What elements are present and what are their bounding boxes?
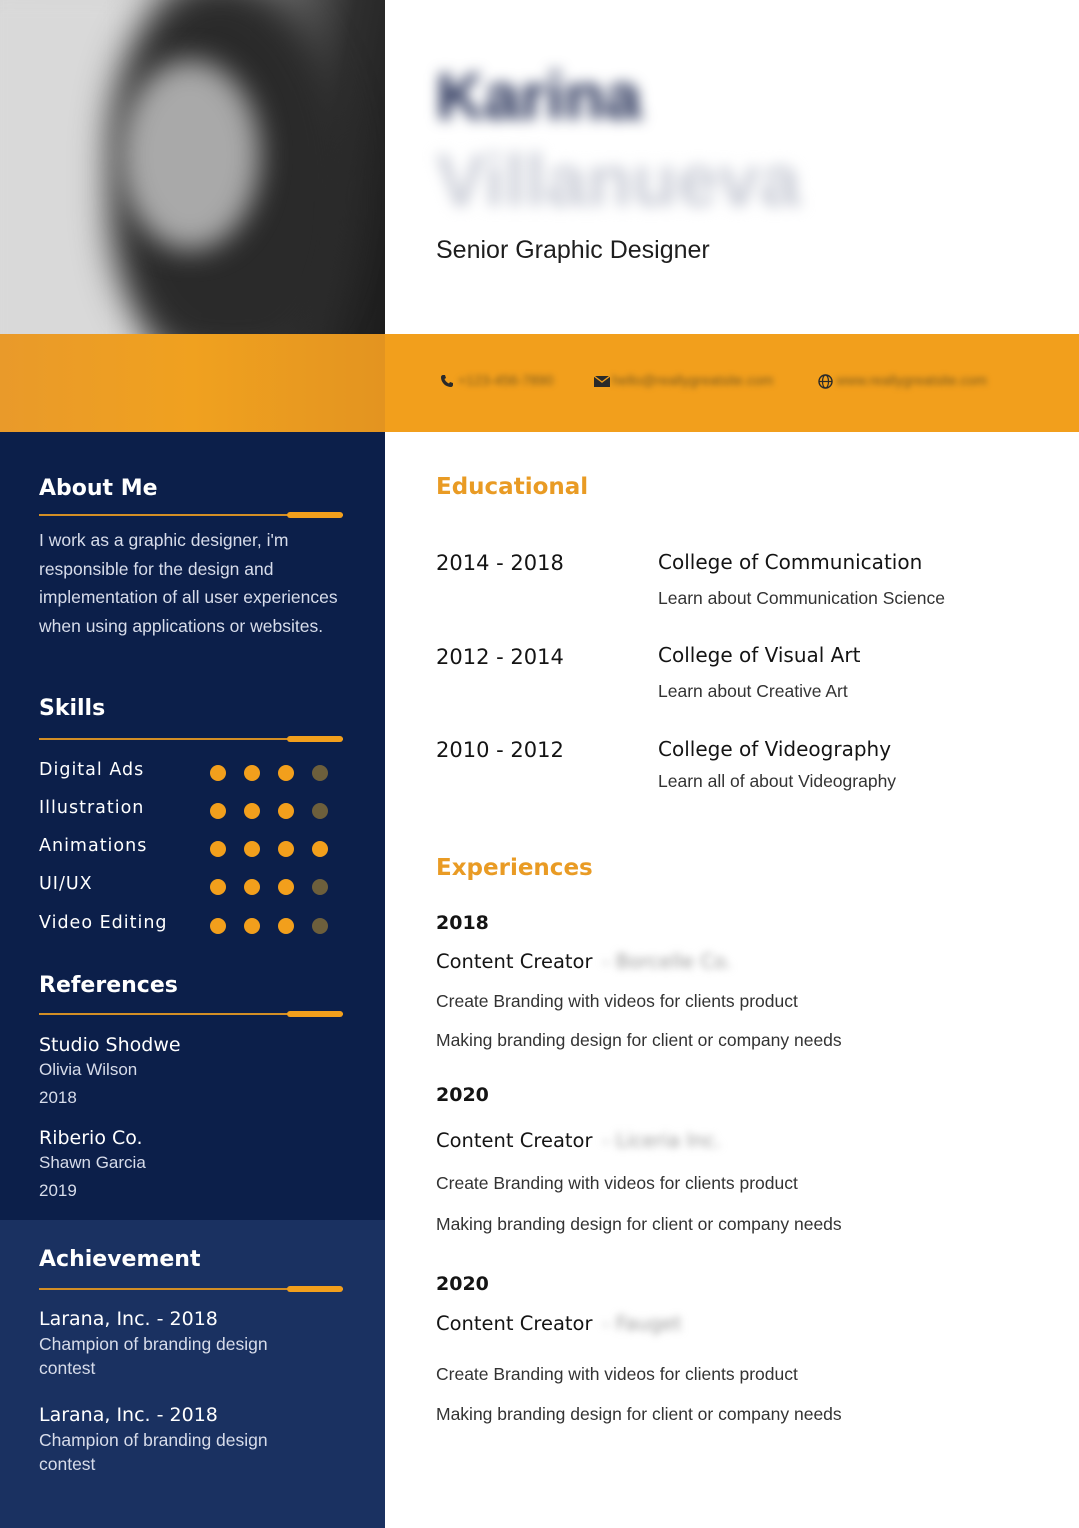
skill-dot-filled	[244, 841, 260, 857]
experiences-heading: Experiences	[436, 855, 593, 881]
skill-dot-filled	[244, 918, 260, 934]
about-text: I work as a graphic designer, i'm responsible for the design and implementation of all user experiences when using applications or websites.	[39, 530, 338, 637]
contact-website: www.reallygreatsite.com	[818, 372, 1018, 392]
experience-line: Making branding design for client or company needs	[436, 1030, 842, 1050]
education-heading: Educational	[436, 474, 589, 500]
experience-role: Content Creator - Fauget	[436, 1312, 682, 1335]
experience-role: Content Creator - Liceria Inc.	[436, 1129, 722, 1152]
experience-company: - Borcelle Co.	[602, 950, 732, 973]
references-heading: References	[39, 973, 178, 998]
education-school: College of Communication	[658, 550, 923, 574]
contact-email: hello@reallygreatsite.com	[594, 372, 804, 392]
skill-label: Video Editing	[39, 913, 168, 933]
skills-heading: Skills	[39, 696, 106, 721]
experience-company: - Liceria Inc.	[602, 1129, 722, 1152]
phone-icon	[440, 374, 454, 388]
skill-dot-filled	[244, 879, 260, 895]
reference-person: Shawn Garcia	[39, 1153, 146, 1172]
skill-dot-filled	[210, 803, 226, 819]
experience-year: 2020	[436, 1084, 489, 1106]
experience-line: Create Branding with videos for clients product	[436, 1364, 798, 1384]
education-school: College of Visual Art	[658, 643, 861, 667]
experience-year: 2018	[436, 912, 489, 934]
skill-dot-filled	[278, 841, 294, 857]
skill-row	[39, 874, 349, 898]
skill-dot-empty	[312, 918, 328, 934]
about-rule-accent	[287, 512, 343, 518]
achievement-rule-accent	[287, 1286, 343, 1292]
skill-dot-filled	[210, 879, 226, 895]
skill-dot-filled	[210, 918, 226, 934]
reference-item	[39, 1034, 359, 1108]
achievement-desc: Champion of branding design contest	[39, 1334, 268, 1378]
education-desc: Learn about Creative Art	[658, 681, 848, 701]
experience-year: 2020	[436, 1273, 489, 1295]
globe-icon	[818, 374, 833, 389]
skill-dot-filled	[312, 841, 328, 857]
skill-dot-empty	[312, 765, 328, 781]
skill-row	[39, 836, 349, 860]
achievement-heading: Achievement	[39, 1247, 201, 1272]
achievement-desc: Champion of branding design contest	[39, 1430, 268, 1474]
experience-line: Making branding design for client or company needs	[436, 1214, 842, 1234]
profile-photo	[0, 0, 385, 334]
skill-row	[39, 760, 349, 784]
achievement-item	[39, 1308, 359, 1380]
contact-phone: +123-456-7890	[440, 372, 580, 392]
experience-role: Content Creator - Borcelle Co.	[436, 950, 732, 973]
achievement-title: Larana, Inc. - 2018	[39, 1404, 218, 1426]
skill-dot-filled	[244, 765, 260, 781]
skill-dot-filled	[278, 765, 294, 781]
skill-row	[39, 913, 349, 937]
achievement-title: Larana, Inc. - 2018	[39, 1308, 218, 1330]
reference-company: Riberio Co.	[39, 1127, 143, 1149]
skill-dot-empty	[312, 879, 328, 895]
experience-line: Create Branding with videos for clients product	[436, 1173, 798, 1193]
name-first: Karina	[436, 59, 642, 133]
photo-orange-band	[0, 334, 385, 432]
skill-dot-filled	[244, 803, 260, 819]
references-rule-accent	[287, 1011, 343, 1017]
reference-year: 2018	[39, 1088, 77, 1107]
skill-label: Digital Ads	[39, 760, 145, 780]
education-desc: Learn about Communication Science	[658, 588, 945, 608]
skill-label: UI/UX	[39, 874, 93, 894]
skill-dot-filled	[278, 879, 294, 895]
education-years: 2010 - 2012	[436, 738, 564, 762]
experience-line: Making branding design for client or company needs	[436, 1404, 842, 1424]
skill-dot-filled	[278, 803, 294, 819]
education-years: 2014 - 2018	[436, 551, 564, 575]
skill-label: Illustration	[39, 798, 145, 818]
experience-line: Create Branding with videos for clients product	[436, 991, 798, 1011]
skills-rule-accent	[287, 736, 343, 742]
education-school: College of Videography	[658, 737, 892, 761]
skill-dot-filled	[210, 841, 226, 857]
education-desc: Learn all of about Videography	[658, 771, 897, 791]
reference-company: Studio Shodwe	[39, 1034, 181, 1056]
reference-item	[39, 1127, 359, 1201]
skill-dot-filled	[278, 918, 294, 934]
name-last: Villanueva	[436, 139, 801, 222]
job-title: Senior Graphic Designer	[436, 236, 710, 264]
achievement-item	[39, 1404, 359, 1476]
envelope-icon	[594, 374, 610, 388]
skill-dot-empty	[312, 803, 328, 819]
experience-company: - Fauget	[602, 1312, 682, 1335]
skill-dot-filled	[210, 765, 226, 781]
skill-label: Animations	[39, 836, 148, 856]
reference-year: 2019	[39, 1181, 77, 1200]
skill-row	[39, 798, 349, 822]
about-heading: About Me	[39, 476, 158, 501]
reference-person: Olivia Wilson	[39, 1060, 138, 1079]
education-years: 2012 - 2014	[436, 645, 564, 669]
